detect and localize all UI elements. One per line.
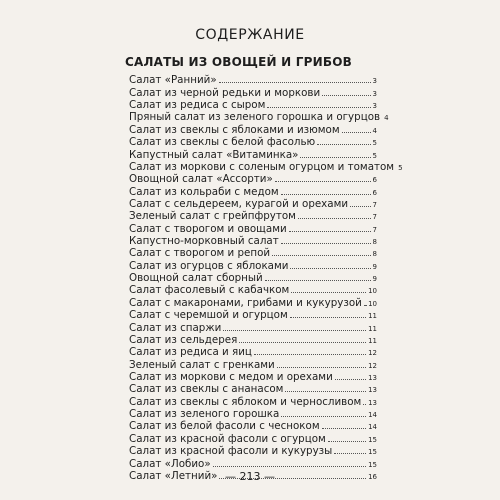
dot-leader — [285, 391, 366, 392]
toc-entry — [129, 371, 377, 383]
toc-entry-page: 10 — [368, 299, 377, 308]
page-title: СОДЕРЖАНИЕ — [195, 27, 305, 43]
toc-entry — [129, 123, 377, 135]
toc-entry — [129, 160, 403, 173]
dot-leader — [281, 243, 371, 244]
toc-entry — [129, 321, 377, 333]
toc-entry-title: Салат из моркови с медом и орехами — [129, 370, 333, 383]
toc-entry — [129, 420, 377, 432]
toc-entry-title: Овощной салат «Ассорти» — [129, 173, 273, 186]
toc-entry-page: 13 — [368, 398, 377, 407]
toc-entry — [129, 284, 377, 296]
toc-entry-page: 5 — [398, 163, 403, 172]
toc-entry-page: 13 — [368, 373, 377, 382]
toc-entry-page: 7 — [372, 213, 377, 222]
dot-leader — [364, 305, 366, 306]
toc-entry — [129, 457, 377, 469]
toc-entry-page: 4 — [384, 114, 389, 123]
toc-entry-page: 15 — [368, 460, 377, 469]
toc-entry-page: 15 — [368, 448, 377, 457]
toc-entry-title: Капустно-морковный салат — [129, 235, 279, 248]
toc-entry-page: 7 — [372, 225, 377, 234]
toc-entry-title: Капустный салат «Витаминка» — [129, 148, 299, 161]
toc-entry-title: Салат с сельдереем, курагой и орехами — [129, 197, 349, 210]
dot-leader — [298, 218, 371, 219]
toc-entry — [129, 445, 377, 457]
toc-entry-page: 5 — [372, 139, 377, 148]
dot-leader — [213, 466, 366, 467]
toc-entry — [129, 395, 377, 407]
dot-leader — [223, 330, 366, 331]
toc-entry — [129, 309, 377, 321]
toc-entry — [129, 86, 377, 98]
toc-entry-page: 14 — [368, 423, 377, 432]
dot-leader — [265, 280, 371, 281]
toc-entry-title: Салат из кольраби с медом — [129, 185, 279, 198]
toc-entry-page: 8 — [372, 250, 377, 259]
toc-entry — [129, 99, 377, 111]
dot-leader — [254, 354, 366, 355]
toc-entry-page: 15 — [368, 435, 377, 444]
dot-leader — [290, 317, 366, 318]
dot-leader — [300, 157, 370, 158]
dot-leader — [290, 268, 370, 269]
toc-entry — [129, 148, 377, 160]
toc-entry-title: Салат из моркови с соленым огурцом и томатом — [129, 160, 395, 173]
toc-entry-title: Пряный салат из зеленого горошка и огурцов — [129, 111, 381, 124]
dot-leader — [267, 107, 370, 108]
toc-entry-page: 6 — [372, 176, 377, 185]
toc-entry-page: 12 — [368, 349, 377, 358]
dot-leader — [272, 255, 370, 256]
toc-entry — [129, 358, 377, 370]
dot-leader — [334, 453, 366, 454]
toc-entry — [129, 222, 377, 234]
toc-entry-page: 10 — [368, 287, 377, 296]
dot-leader — [322, 428, 366, 429]
toc-entry-title: Салат из красной фасоли с огурцом — [129, 432, 326, 445]
toc-entry-title: Салат из огурцов с яблоками — [129, 259, 289, 272]
toc-entry-page: 11 — [368, 336, 377, 345]
dot-leader — [363, 404, 366, 405]
toc-entry-title: Салат из белой фасоли с чесноком — [129, 420, 320, 433]
toc-entry — [129, 346, 377, 358]
toc-entry-title: Салат «Ранний» — [129, 74, 217, 87]
toc-entry-page: 9 — [372, 275, 377, 284]
toc-entry — [129, 136, 377, 148]
toc-entry — [129, 296, 377, 308]
toc-entry-page: 13 — [368, 386, 377, 395]
toc-entry-title: Салат из редиса с сыром — [129, 99, 266, 112]
dot-leader — [289, 231, 371, 232]
toc-entry — [129, 272, 377, 284]
toc-entry-page: 3 — [372, 102, 377, 111]
toc-entry — [129, 383, 377, 395]
dot-leader — [281, 416, 366, 417]
toc-entry-title: Овощной салат сборный — [129, 272, 263, 285]
toc-entry-title: Салат с творогом и репой — [129, 247, 271, 260]
toc-entry-page: 11 — [368, 324, 377, 333]
toc-entry-page: 4 — [372, 126, 377, 135]
toc-entry-title: Зеленый салат с грейпфрутом — [129, 210, 296, 223]
toc-entry-title: Салат из свеклы с яблоками и изюмом — [129, 123, 340, 136]
toc-entry-page: 16 — [368, 472, 377, 481]
toc-entry — [129, 173, 377, 185]
dot-leader — [328, 441, 366, 442]
toc-entry-title: Салат из зеленого горошка — [129, 408, 280, 421]
toc-entry — [129, 210, 377, 222]
toc-entry — [129, 408, 377, 420]
toc-entry — [129, 259, 377, 271]
toc-entry-page: 3 — [372, 89, 377, 98]
dot-leader — [275, 181, 371, 182]
toc-entry-title: Салат с черемшой и огурцом — [129, 309, 288, 322]
toc-entry-page: 11 — [368, 312, 377, 321]
toc-entry-page: 5 — [372, 151, 377, 160]
toc-entry-title: Салат из красной фасоли и кукурузы — [129, 445, 333, 458]
toc-entry-title: Салат из спаржи — [129, 321, 222, 334]
toc-entry-page: 3 — [372, 77, 377, 86]
toc-entry — [129, 432, 377, 444]
dot-leader — [350, 206, 370, 207]
toc-entry — [129, 111, 389, 124]
toc-entry-title: Салат с творогом и овощами — [129, 222, 287, 235]
dot-leader — [342, 132, 371, 133]
toc-entry — [129, 235, 377, 247]
toc-entry-title: Салат из редиса и яиц — [129, 346, 252, 359]
toc-entry-page: 14 — [368, 411, 377, 420]
toc-entry-page: 9 — [372, 262, 377, 271]
dot-leader — [219, 82, 371, 83]
toc-entry-page: 8 — [372, 238, 377, 247]
toc-entry-title: Салат из свеклы с белой фасолью — [129, 136, 316, 149]
dot-leader — [239, 342, 366, 343]
toc-entry — [129, 334, 377, 346]
dot-leader — [291, 292, 366, 293]
toc-entry-page: 6 — [372, 188, 377, 197]
dot-leader — [277, 367, 366, 368]
toc-entry-title: Салат из свеклы с ананасом — [129, 383, 284, 396]
toc-entry — [129, 247, 377, 259]
dot-leader — [281, 194, 371, 195]
dot-leader — [335, 379, 366, 380]
toc-entry-title: Зеленый салат с гренками — [129, 358, 275, 371]
toc-entry-title: Салат из сельдерея — [129, 333, 238, 346]
toc-entry-title: Салат «Лобио» — [129, 457, 211, 470]
toc-entry — [129, 185, 377, 197]
toc-entry-title: Салат фасолевый с кабачком — [129, 284, 290, 297]
dot-leader — [322, 95, 370, 96]
toc-entry — [129, 74, 377, 86]
toc-entry-title: Салат из свеклы с яблоком и черносливом — [129, 395, 362, 408]
toc-entry-page: 12 — [368, 361, 377, 370]
toc-entry-page: 7 — [372, 200, 377, 209]
section-heading: САЛАТЫ ИЗ ОВОЩЕЙ И ГРИБОВ — [125, 55, 352, 69]
page-number: — 213 — — [225, 470, 275, 483]
dot-leader — [317, 144, 370, 145]
table-of-contents — [129, 74, 403, 482]
toc-entry-title: Салат из черной редьки и моркови — [129, 86, 321, 99]
toc-entry — [129, 198, 377, 210]
toc-entry-title: Салат с макаронами, грибами и кукурузой — [129, 296, 362, 309]
toc-entry-title: Салат «Летний» — [129, 469, 218, 482]
